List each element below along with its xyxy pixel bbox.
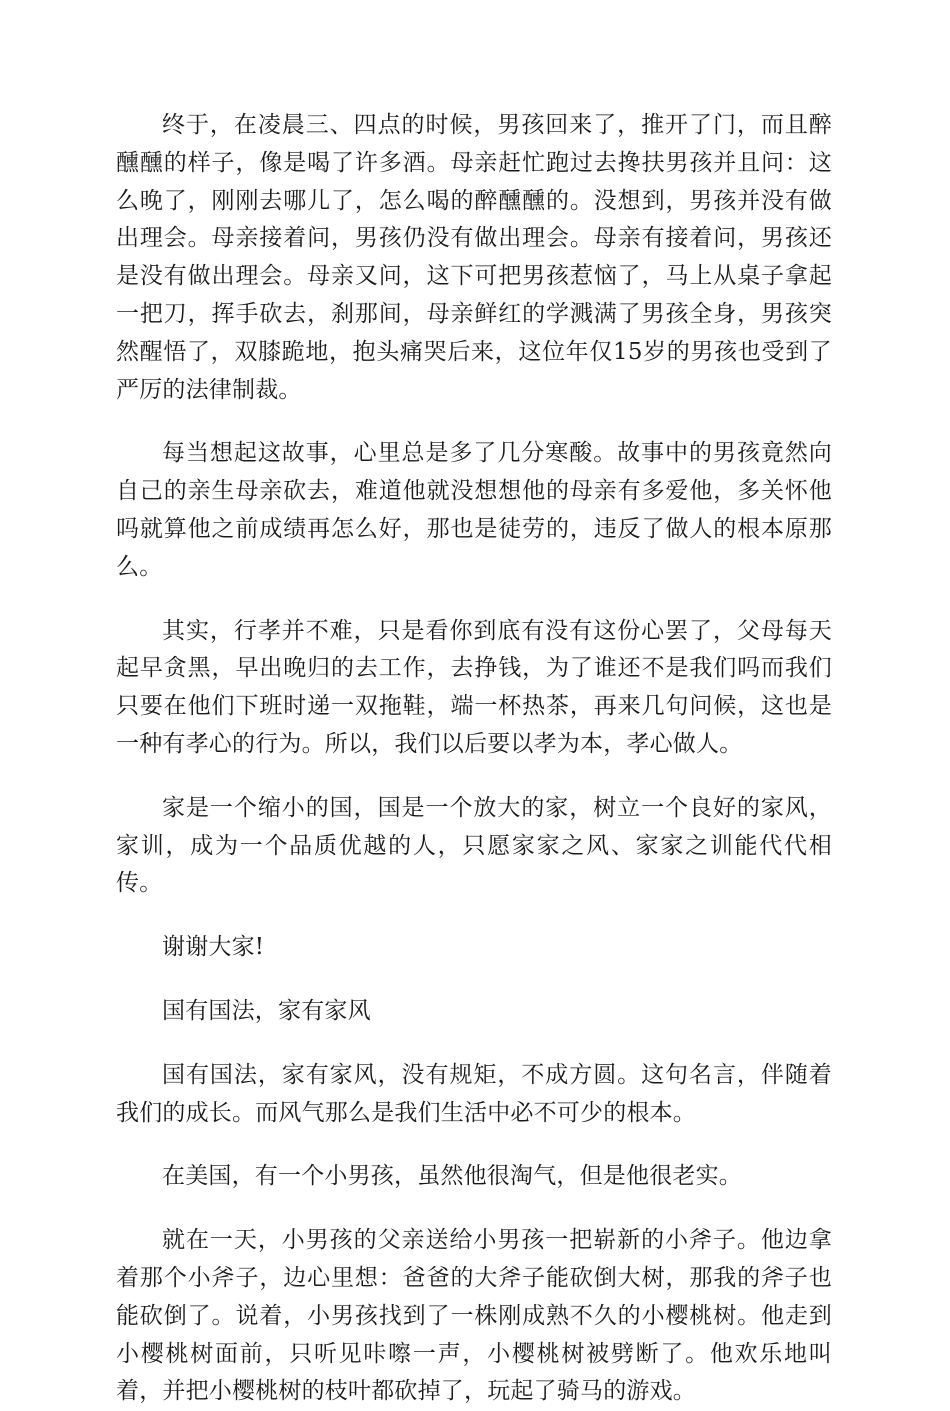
paragraph-story-climax: 终于，在凌晨三、四点的时候，男孩回来了，推开了门，而且醉醺醺的样子，像是喝了许多酒。母亲赶忙跑过去搀扶男孩并且问：这么晚了，刚刚去哪儿了，怎么喝的醉醺醺的。没想到，男孩并没有做出理会。母亲接着问，男孩仍没有做出理会。母亲有接着问，男孩还是没有做出理会。母亲又问，这下可把男孩惹恼了，马上从桌子拿起一把刀，挥手砍去，刹那间，母亲鲜红的学溅满了男孩全身，男孩突然醒悟了，双膝跪地，抱头痛哭后来，这位年仅15岁的男孩也受到了严厉的法律制裁。 bbox=[116, 112, 832, 403]
section-title: 国有国法，家有家风 bbox=[162, 997, 371, 1024]
paragraph-thanks: 谢谢大家! bbox=[162, 934, 265, 961]
paragraph-reflection: 每当想起这故事，心里总是多了几分寒酸。故事中的男孩竟然向自己的亲生母亲砍去，难道他就没想想他的母亲有多爱他，多关怀他吗就算他之前成绩再怎么好，那也是徒劳的，违反了做人的根本原那么。 bbox=[116, 440, 832, 580]
paragraph-proverb: 国有国法，家有家风，没有规矩，不成方圆。这句名言，伴随着我们的成长。而风气那么是我们生活中必不可少的根本。 bbox=[116, 1061, 832, 1126]
paragraph-family-tradition: 家是一个缩小的国，国是一个放大的家，树立一个良好的家风，家训，成为一个品质优越的人，只愿家家之风、家家之训能代代相传。 bbox=[116, 794, 832, 897]
paragraph-story-intro: 在美国，有一个小男孩，虽然他很淘气，但是他很老实。 bbox=[162, 1163, 742, 1190]
paragraph-filial-piety: 其实，行孝并不难，只是看你到底有没有这份心罢了，父母每天起早贪黑，早出晚归的去工作，去挣钱，为了谁还不是我们吗而我们只要在他们下班时递一双拖鞋，端一杯热茶，再来几句问候，这也是一种有孝心的行为。所以，我们以后要以孝为本，孝心做人。 bbox=[116, 617, 832, 757]
paragraph-story-axe: 就在一天，小男孩的父亲送给小男孩一把崭新的小斧子。他边拿着那个小斧子，边心里想：爸爸的大斧子能砍倒大树，那我的斧子也能砍倒了。说着，小男孩找到了一株刚成熟不久的小樱桃树。他走到小樱桃树面前，只听见咔嚓一声，小樱桃树被劈断了。他欢乐地叫着，并把小樱桃树的枝叶都砍掉了，玩起了骑马的游戏。 bbox=[116, 1227, 832, 1405]
